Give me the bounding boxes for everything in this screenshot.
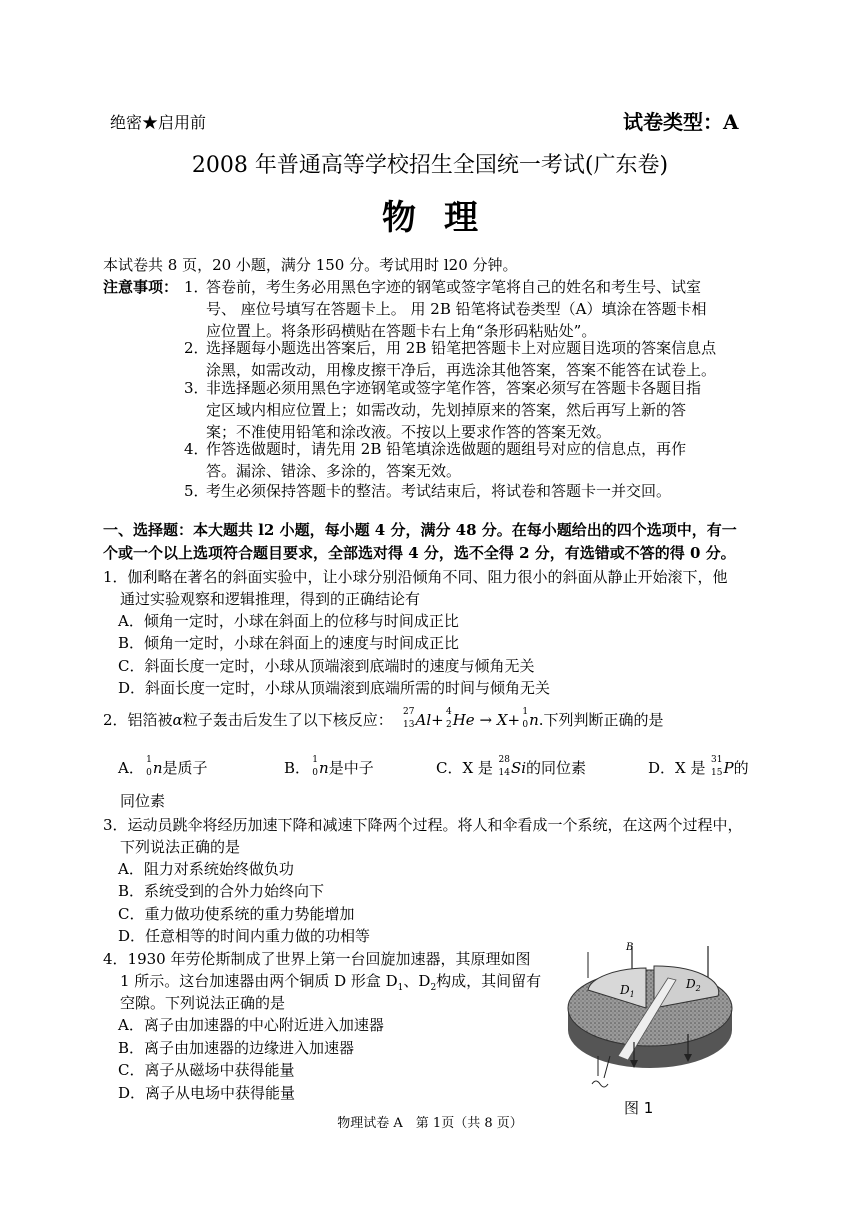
question-2-option-d-cont: 同位素 <box>120 792 166 810</box>
note-5 <box>184 480 744 502</box>
n-symbol: n <box>529 711 539 729</box>
note-line: 选择题每小题选出答案后，用 2B 铅笔把答题卡上对应题目选项的答案信息点 <box>206 339 717 357</box>
b-field-label: B <box>626 942 634 953</box>
stem-text: 2．铝箔被 <box>103 711 173 729</box>
section-1-header <box>103 519 763 565</box>
question-2-option-d: D．X 是 31 15 P的 <box>648 755 749 778</box>
exam-title: 2008 年普通高等学校招生全国统一考试(广东卷) <box>191 153 669 178</box>
question-1-option-d: D．斜面长度一定时，小球从顶端滚到底端所需的时间与倾角无关 <box>118 679 551 697</box>
subject-title: 物理 <box>382 198 506 238</box>
question-4-stem: 4．1930 年劳伦斯制成了世界上第一台回旋加速器，其原理如图 <box>103 950 531 968</box>
note-line: 答卷前，考生务必用黑色字迹的钢笔或签字笔将自己的姓名和考生号、试室 <box>206 278 702 296</box>
note-2 <box>184 337 744 381</box>
note-number: 3． <box>184 379 209 397</box>
note-line: 应位置上。将条形码横贴在答题卡右上角“条形码粘贴处”。 <box>206 322 597 340</box>
note-number: 1． <box>184 278 209 296</box>
note-line: 号、 座位号填写在答题卡上。 用 2B 铅笔将试卷类型（A）填涂在答题卡相 <box>206 300 707 318</box>
question-3-option-b: B．系统受到的合外力始终向下 <box>118 882 325 900</box>
question-3-option-c: C．重力做功使系统的重力势能增加 <box>118 905 355 923</box>
n-nuclide: 1 0 <box>522 707 529 730</box>
note-number: 4． <box>184 440 209 458</box>
question-1-option-a: A．倾角一定时，小球在斜面上的位移与时间成正比 <box>118 612 459 630</box>
he-symbol: He <box>452 711 475 729</box>
al-nuclide: 27 13 <box>403 707 415 730</box>
question-1-option-c: C．斜面长度一定时，小球从顶端滚到底端时的速度与倾角无关 <box>118 657 535 675</box>
note-3 <box>184 377 744 443</box>
alpha-symbol: α <box>172 711 183 729</box>
ac-symbol <box>592 1081 608 1087</box>
note-number: 5． <box>184 482 209 500</box>
stem-text: 粒子轰击后发生了以下核反应： <box>182 711 393 729</box>
plus-sign: + <box>431 711 444 729</box>
note-line: 作答选做题时，请先用 2B 铅笔填涂选做题的题组号对应的信息点，再作 <box>206 440 687 458</box>
note-line: 答。漏涂、错涂、多涂的，答案无效。 <box>206 462 462 480</box>
question-2-option-b: B． 1 0 n是中子 <box>284 755 374 778</box>
question-2-stem <box>103 709 664 731</box>
note-line: 案；不准使用铅笔和涂改液。不按以上要求作答的答案无效。 <box>206 423 612 441</box>
reaction-arrow: → <box>479 711 493 729</box>
question-1-stem-cont: 通过实验观察和逻辑推理，得到的正确结论有 <box>120 590 421 608</box>
figure-1-caption: 图 1 <box>624 1099 654 1117</box>
al-symbol: Al <box>415 711 432 729</box>
note-number: 2． <box>184 339 209 357</box>
confidential-label: 绝密★启用前 <box>110 113 207 132</box>
question-4-stem-cont: 1 所示。这台加速器由两个铜质 D 形盒 $D_1$、$D_2$构成，其间留有 <box>120 972 542 993</box>
note-line: 考生必须保持答题卡的整洁。考试结束后，将试卷和答题卡一并交回。 <box>206 482 672 500</box>
d2-label: $D_2$ <box>686 977 701 993</box>
intro-text: 本试卷共 8 页，20 小题，满分 150 分。考试用时 l20 分钟。 <box>103 256 518 274</box>
question-1-stem: 1．伽利略在著名的斜面实验中，让小球分别沿倾角不同、阻力很小的斜面从静止开始滚下，他 <box>103 568 728 586</box>
question-4-option-c: C．离子从磁场中获得能量 <box>118 1061 295 1079</box>
question-4-stem-cont2: 空隙。下列说法正确的是 <box>120 994 286 1012</box>
d1-label: $D_1$ <box>620 983 635 999</box>
section-line: 一、选择题：本大题共 l2 小题，每小题 4 分，满分 48 分。在每小题给出的四个选项中，有一 <box>103 521 737 539</box>
question-3-stem: 3．运动员跳伞将经历加速下降和减速下降两个过程。将人和伞看成一个系统，在这两个过程中， <box>103 816 743 834</box>
question-3-option-a: A．阻力对系统始终做负功 <box>118 860 294 878</box>
stem-text: .下列判断正确的是 <box>538 711 664 729</box>
note-line: 非选择题必须用黑色字迹钢笔或签字笔作答，答案必须写在答题卡各题目指 <box>206 379 702 397</box>
question-4-option-b: B．离子由加速器的边缘进入加速器 <box>118 1039 355 1057</box>
page-footer: 物理试卷 A 第 1页（共 8 页） <box>337 1116 523 1131</box>
question-2-option-a: A． 1 0 n是质子 <box>118 755 208 778</box>
question-3-stem-cont: 下列说法正确的是 <box>120 838 241 856</box>
note-line: 涂黑，如需改动，用橡皮擦干净后，再选涂其他答案，答案不能答在试卷上。 <box>206 361 717 379</box>
he-nuclide: 4 2 <box>445 707 452 730</box>
plus-sign: + <box>507 711 521 729</box>
question-1-option-b: B．倾角一定时，小球在斜面上的速度与时间成正比 <box>118 634 460 652</box>
question-4-option-a: A．离子由加速器的中心附近进入加速器 <box>118 1016 384 1034</box>
x-symbol: X <box>496 711 508 729</box>
note-1 <box>184 276 744 342</box>
question-2-option-c: C．X 是 28 14 Si的同位素 <box>436 755 587 778</box>
notes-label: 注意事项： <box>103 278 179 296</box>
note-4 <box>184 438 744 482</box>
question-4-option-d: D．离子从电场中获得能量 <box>118 1084 296 1102</box>
paper-type-label: 试卷类型：A <box>623 110 739 134</box>
cyclotron-figure <box>558 938 740 1123</box>
note-line: 定区域内相应位置上；如需改动，先划掉原来的答案，然后再写上新的答 <box>206 401 687 419</box>
section-line: 个或一个以上选项符合题目要求，全部选对得 4 分，选不全得 2 分，有选错或不答的得 0 分。 <box>103 544 736 562</box>
question-3-option-d: D．任意相等的时间内重力做的功相等 <box>118 927 371 945</box>
